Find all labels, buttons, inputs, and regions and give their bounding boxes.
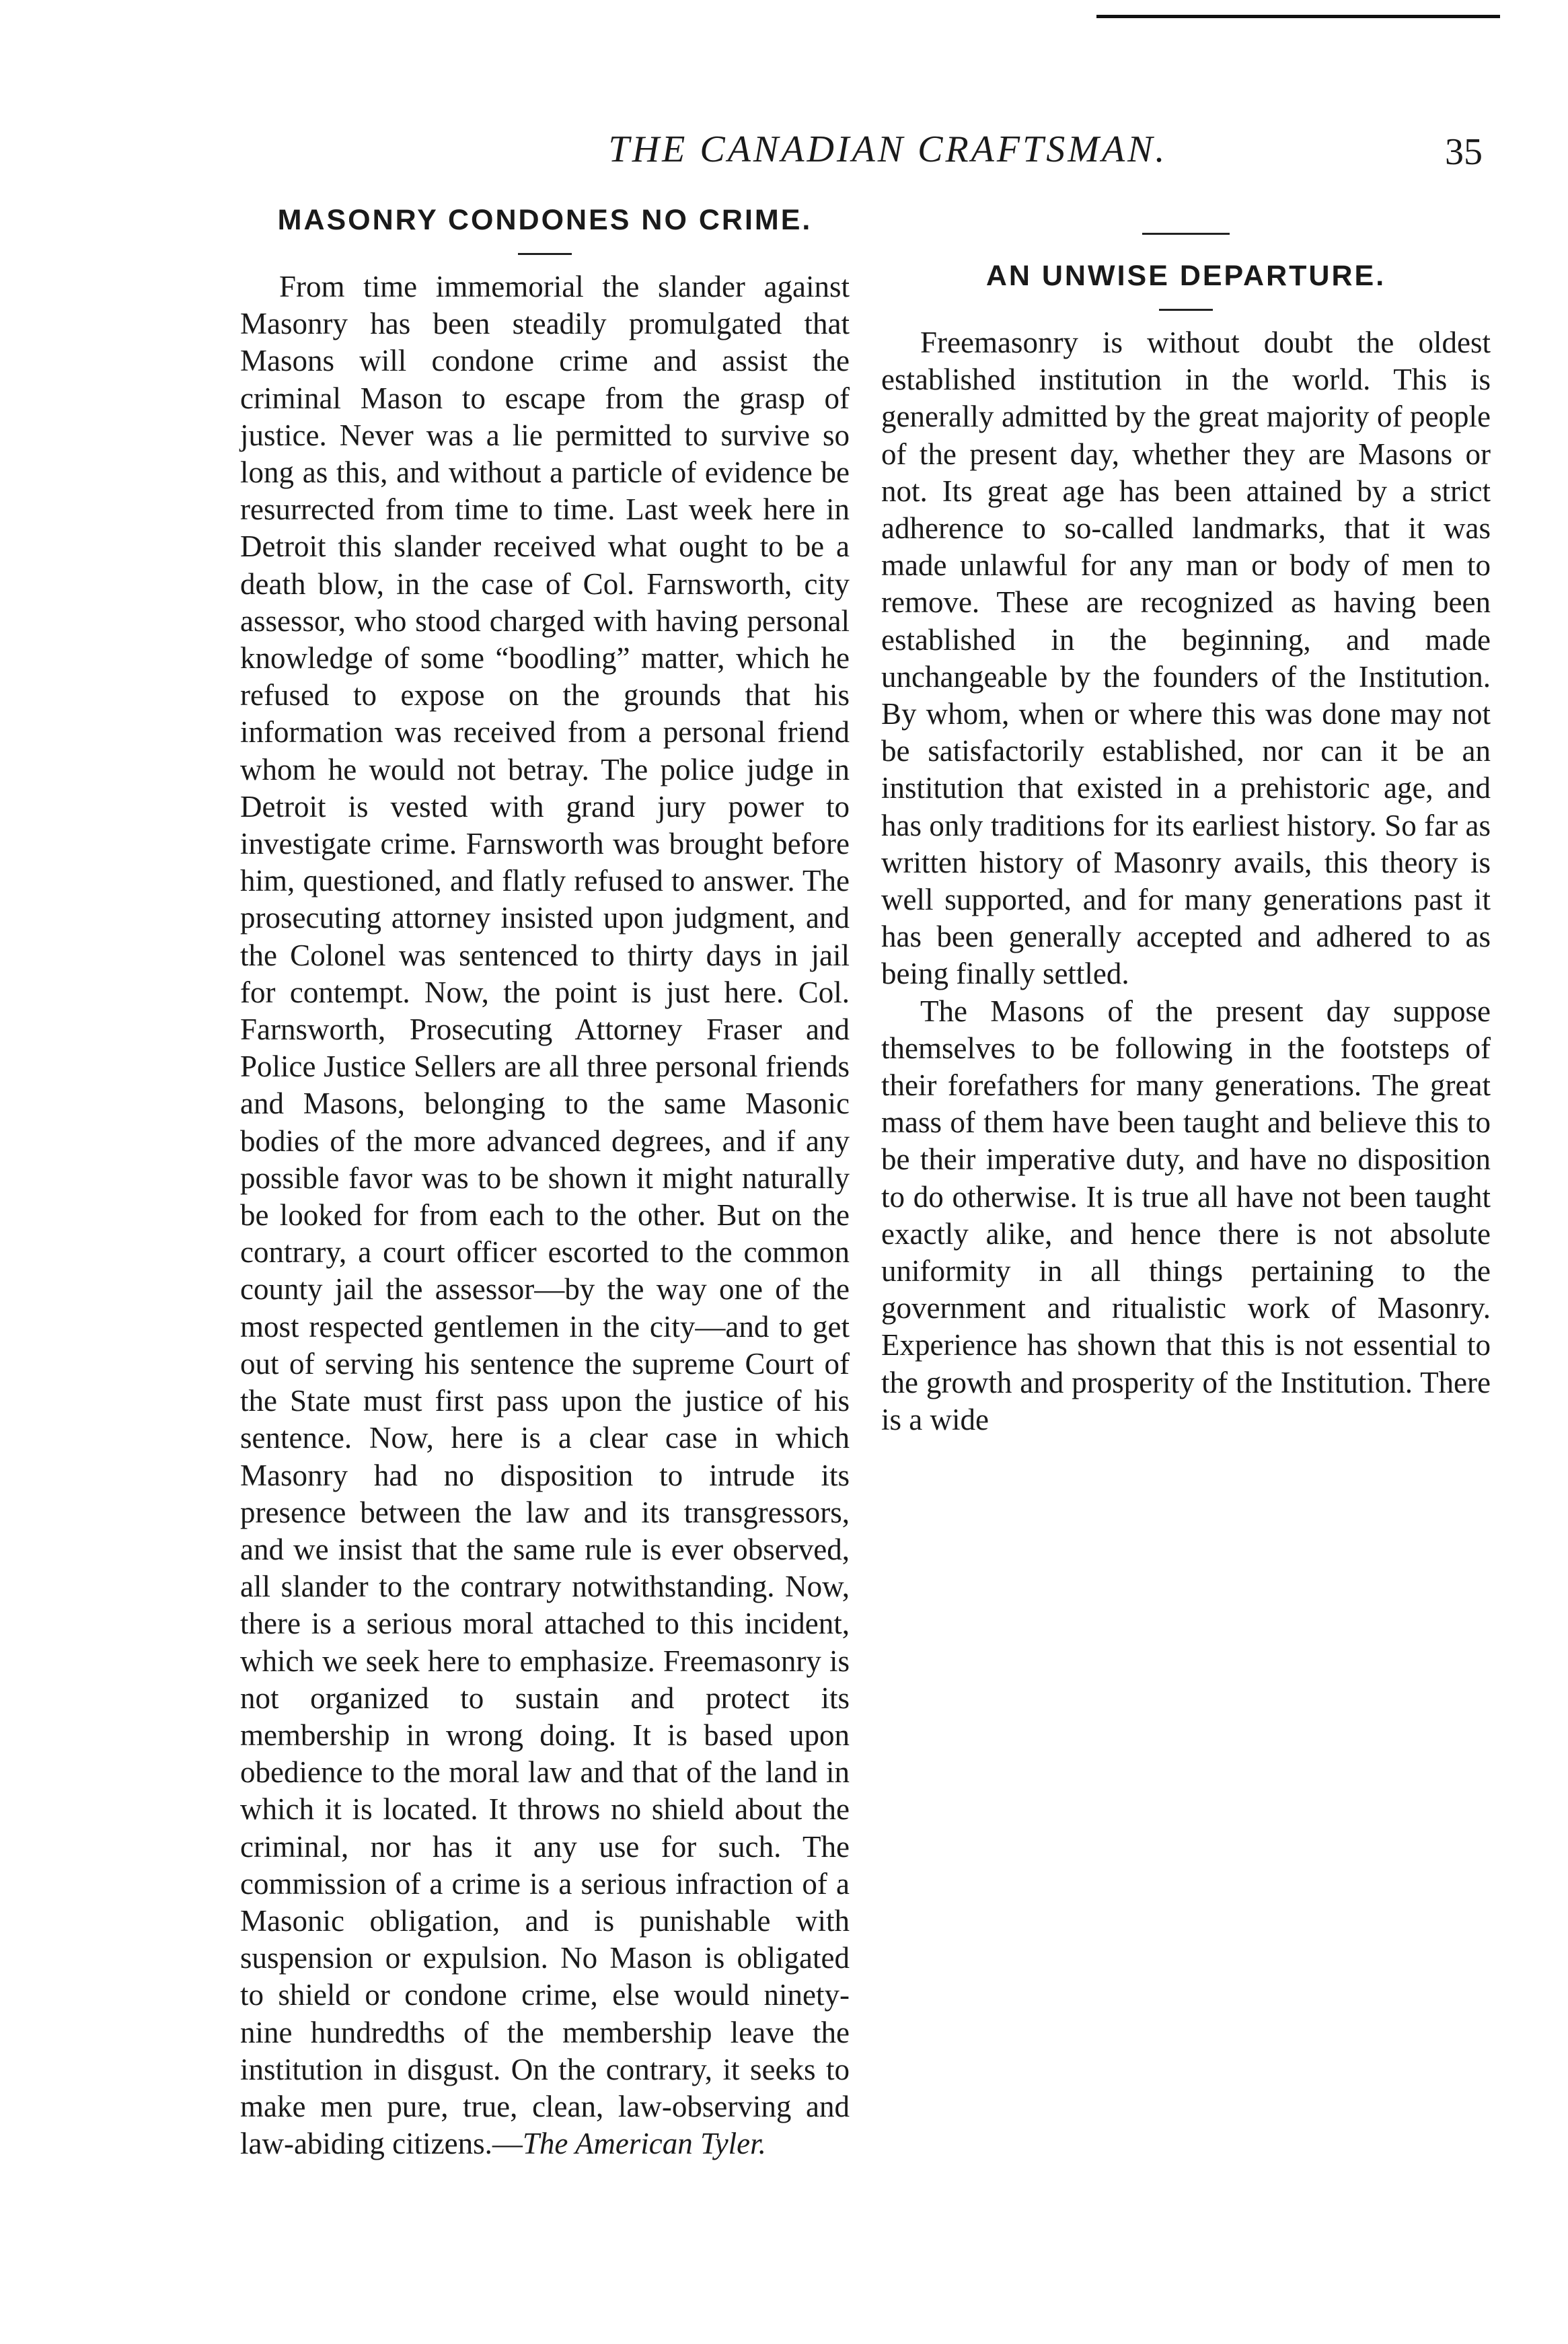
column-left bbox=[240, 202, 850, 2162]
article-title: MASONRY CONDONES NO CRIME. bbox=[277, 204, 813, 236]
title-rule bbox=[518, 253, 572, 255]
top-rule bbox=[1096, 15, 1500, 18]
running-title: THE CANADIAN CRAFTSMAN. bbox=[608, 129, 1168, 170]
column-right bbox=[881, 202, 1491, 1438]
paragraph-text: From time immemorial the slander against Masonry has been steadily promulgated that Masons will condone crime and assist the criminal Mason to escape from the grasp of justice. Never was a lie permitted to survive so long as this, and without a particle of evidence be resurrected from time to time. Last week here in Detroit this slander received what ought to be a death blow, in the case of Col. Farnsworth, city assessor, who stood charged with having personal knowledge of some “boodling” matter, which he refused to expose on the grounds that his information was received from a personal friend whom he would not betray. The police judge in Detroit is vested with grand jury power to investigate crime. Farnsworth was brought before him, questioned, and flatly refused to answer. The prosecuting attorney insisted upon judgment, and the Colonel was sentenced to thirty days in jail for contempt. Now, the point is just here. Col. Farnsworth, Prosecuting Attorney Fraser and Police Justice Sellers are all three personal friends and Masons, belonging to the same Masonic bodies of the more advanced degrees, and if any possible favor was to be shown it might naturally be looked for from each to the other. But on the contrary, a court officer escorted to the common county jail the assessor—by the way one of the most respected gentlemen in the city—and to get out of serving his sentence the supreme Court of the State must first pass upon the justice of his sentence. Now, here is a clear case in which Masonry had no disposition to intrude its presence between the law and its transgressors, and we insist that the same rule is ever observed, all slander to the contrary notwithstanding. Now, there is a serious moral attached to this incident, which we seek here to emphasize. Freemasonry is not organized to sustain and protect its membership in wrong doing. It is based upon obedience to the moral law and that of the land in which it is located. It throws no shield about the criminal, nor has it any use for such. The commission of a crime is a serious infraction of a Masonic obligation, and is punishable with suspension or expulsion. No Mason is obligated to shield or condone crime, else would ninety-nine hundredths of the membership leave the institution in disgust. On the contrary, it seeks to make men pure, true, clean, law-observing and law-abiding citizens.— bbox=[240, 270, 850, 2161]
title-rule bbox=[1159, 309, 1213, 311]
article-title: AN UNWISE DEPARTURE. bbox=[985, 260, 1386, 292]
article-separator-rule bbox=[1142, 233, 1230, 235]
article-paragraph: Freemasonry is without doubt the oldest established institution in the world. This is generally admitted by the great majority of people of the present day, whether they are Masons or not. Its great age has been attained by a strict adherence to so-called landmarks, that it was made unlawful for any man or body of men to remove. These are recognized as having been established in the beginning, and made unchangeable by the founders of the Institution. By whom, when or where this was done may not be satisfactorily established, nor can it be an institution that existed in a prehistoric age, and has only traditions for its earliest history. So far as written history of Masonry avails, this theory is well supported, and for many generations past it has been generally accepted and adhered to as being finally settled. bbox=[881, 326, 1491, 991]
page-number: 35 bbox=[1445, 131, 1483, 173]
source-citation: The American Tyler. bbox=[522, 2127, 766, 2161]
article-paragraph: The Masons of the present day suppose themselves to be following in the footsteps of their forefathers for many generations. The great mass of them have been taught and believe this to be their imperative duty, and have no disposition to do otherwise. It is true all have not been taught exactly alike, and hence there is not absolute uniformity in all things pertaining to the government and ritualistic work of Masonry. Experience has shown that this is not essential to the growth and prosperity of the Institution. There is a wide bbox=[881, 994, 1491, 1436]
article-paragraph bbox=[240, 268, 850, 2162]
